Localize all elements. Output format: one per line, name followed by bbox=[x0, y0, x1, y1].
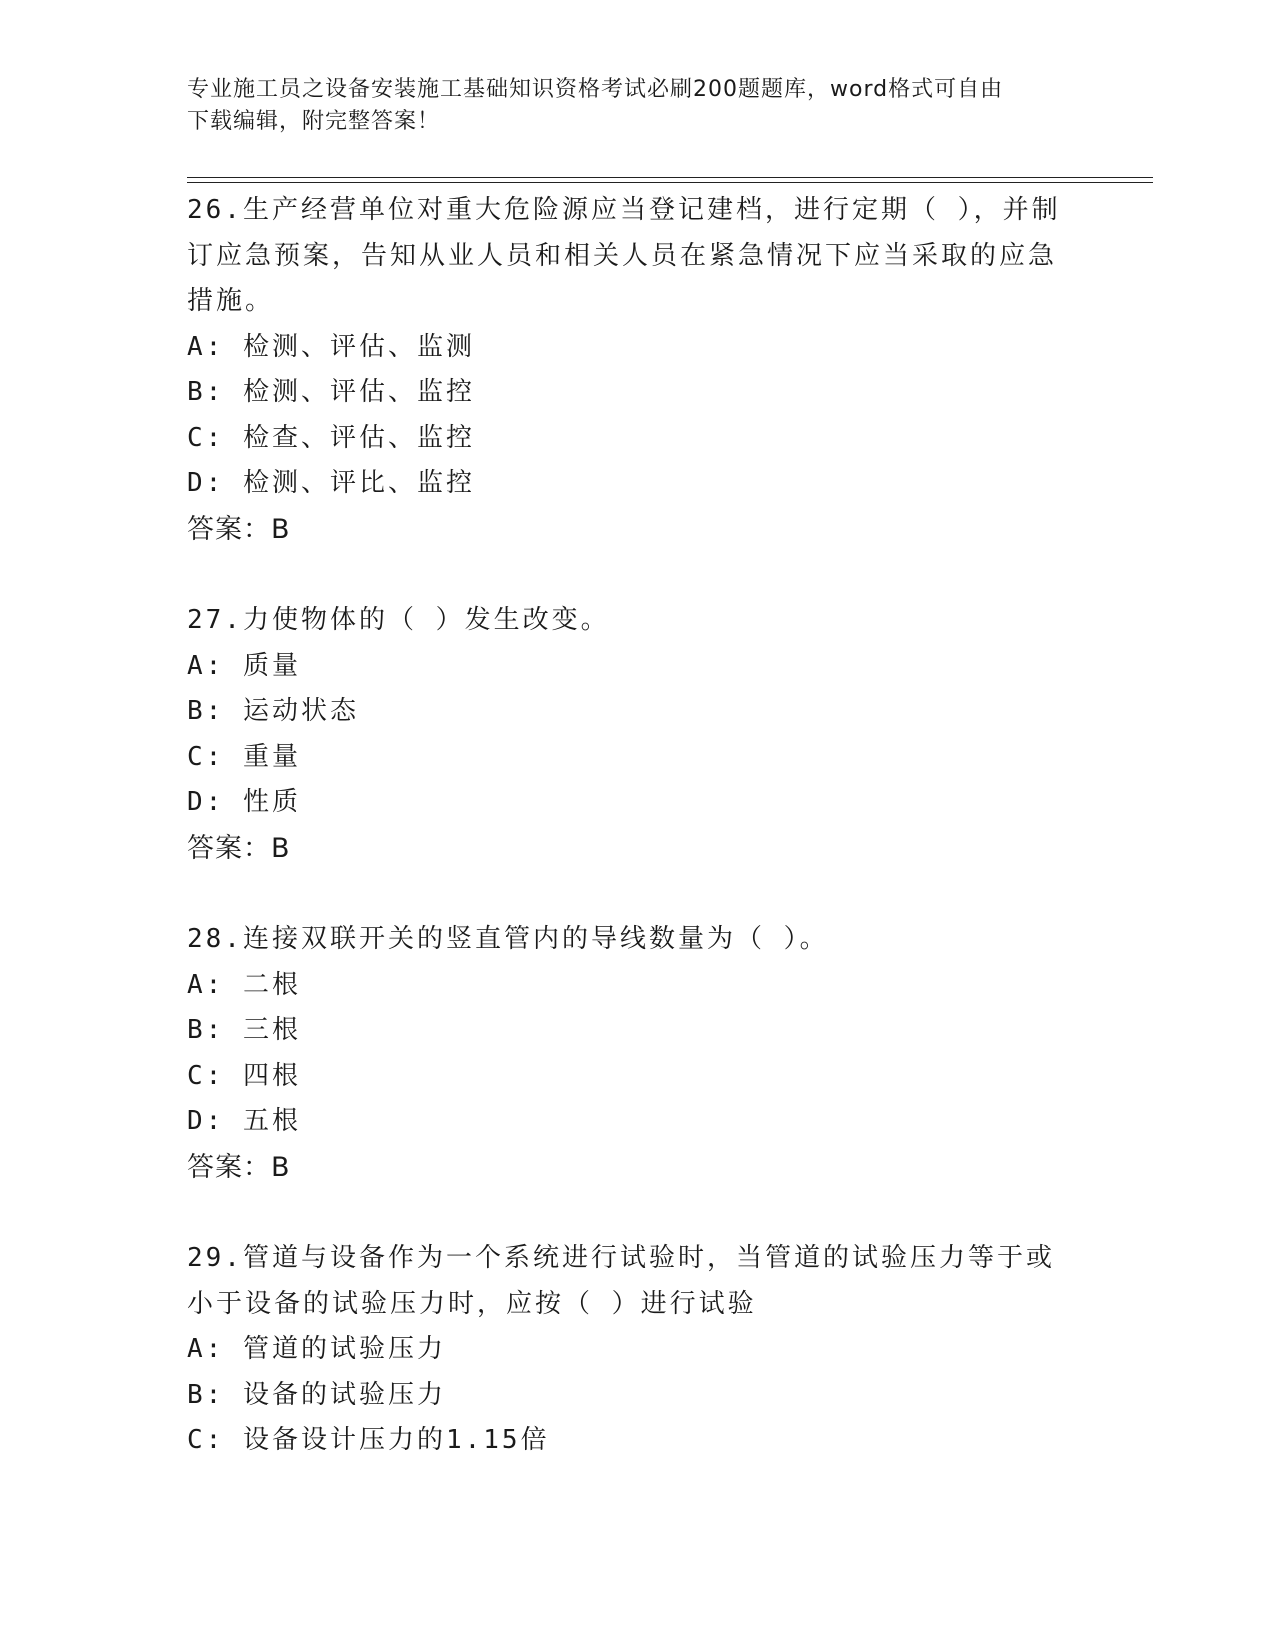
document-header bbox=[187, 74, 1067, 138]
question-stem: 29.管道与设备作为一个系统进行试验时，当管道的试验压力等于或小于设备的试验压力时，应按（ ）进行试验 bbox=[187, 1243, 1055, 1319]
option-c: C: 重量 bbox=[187, 741, 301, 772]
option-b: B: 设备的试验压力 bbox=[187, 1379, 446, 1410]
option-a: A: 管道的试验压力 bbox=[187, 1334, 446, 1364]
header-line-1: 专业施工员之设备安装施工基础知识资格考试必刷200题题库，word格式可自由 bbox=[187, 77, 1004, 102]
option-d: D: 五根 bbox=[187, 1106, 301, 1136]
question-stem: 26.生产经营单位对重大危险源应当登记建档，进行定期（ ），并制订应急预案，告知从业人员和相关人员在紧急情况下应当采取的应急措施。 bbox=[187, 195, 1061, 316]
header-line-2: 下载编辑，附完整答案！ bbox=[187, 109, 441, 134]
question-27 bbox=[187, 598, 1067, 871]
question-stem: 27.力使物体的（ ）发生改变。 bbox=[187, 605, 610, 635]
option-b: B: 三根 bbox=[187, 1015, 301, 1045]
header-divider-top bbox=[187, 177, 1153, 178]
option-d: D: 性质 bbox=[187, 787, 301, 817]
answer: 答案：B bbox=[187, 513, 291, 545]
header-divider-bottom bbox=[187, 182, 1153, 183]
option-c: C: 检查、评估、监控 bbox=[187, 422, 475, 453]
answer: 答案：B bbox=[187, 832, 291, 864]
option-b: B: 检测、评估、监控 bbox=[187, 377, 475, 407]
option-c: C: 设备设计压力的1.15倍 bbox=[187, 1425, 550, 1455]
option-a: A: 二根 bbox=[187, 969, 301, 1000]
option-b: B: 运动状态 bbox=[187, 696, 359, 726]
question-26 bbox=[187, 188, 1067, 552]
answer: 答案：B bbox=[187, 1151, 291, 1183]
option-a: A: 质量 bbox=[187, 650, 301, 681]
option-c: C: 四根 bbox=[187, 1060, 301, 1091]
option-d: D: 检测、评比、监控 bbox=[187, 468, 475, 498]
question-28 bbox=[187, 917, 1067, 1190]
question-list bbox=[187, 188, 1067, 1510]
question-29 bbox=[187, 1236, 1067, 1464]
question-stem: 28.连接双联开关的竖直管内的导线数量为（ ）。 bbox=[187, 924, 829, 954]
option-a: A: 检测、评估、监测 bbox=[187, 331, 475, 362]
